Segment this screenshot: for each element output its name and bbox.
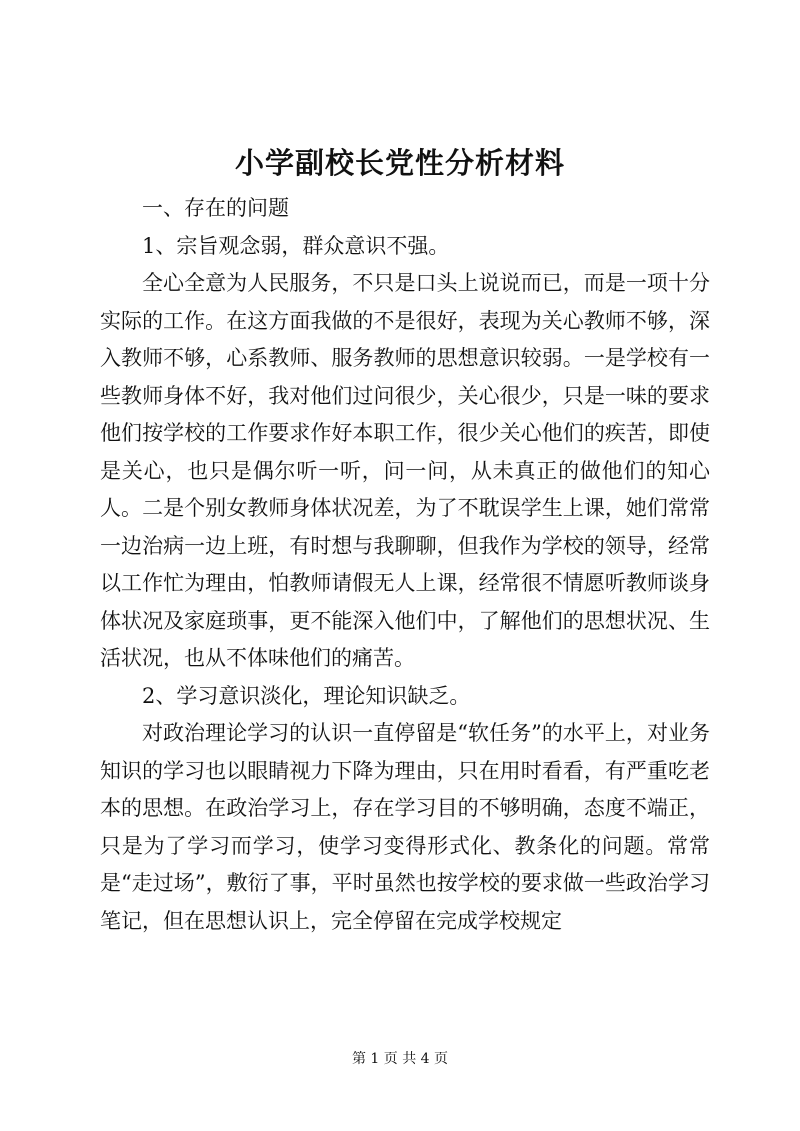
document-title: 小学副校长党性分析材料	[234, 146, 565, 180]
section-heading: 一、存在的问题	[142, 196, 289, 220]
subsection-heading: 2、学习意识淡化，理论知识缺乏。	[142, 683, 471, 708]
body-paragraph: 对政治理论学习的认识一直停留是“软任务”的水平上，对业务知识的学习也以眼睛视力下降为理由，只在用时看看，有严重吃老本的思想。在政治学习上，存在学习目的不够明确，态度不端正，只是为了学习而学习，使学习变得形式化、教条化的问题。常常是“走过场”，敷衍了事，平时虽然也按学校的要求做一些政治学习笔记，但在思想认识上，完全停留在完成学校规定	[100, 721, 710, 933]
document-body	[100, 190, 710, 940]
page-footer: 第 1 页 共 4 页	[351, 1051, 449, 1067]
subsection-heading: 1、宗旨观念弱，群众意识不强。	[142, 233, 450, 258]
body-paragraph: 全心全意为人民服务，不只是口头上说说而已，而是一项十分实际的工作。在这方面我做的不是很好，表现为关心教师不够，深入教师不够，心系教师、服务教师的思想意识较弱。一是学校有一些教师身体不好，我对他们过问很少，关心很少，只是一味的要求他们按学校的工作要求作好本职工作，很少关心他们的疾苦，即使是关心，也只是偶尔听一听，问一问，从未真正的做他们的知心人。二是个别女教师身体状况差，为了不耽误学生上课，她们常常一边治病一边上班，有时想与我聊聊，但我作为学校的领导，经常以工作忙为理由，怕教师请假无人上课，经常很不情愿听教师谈身体状况及家庭琐事，更不能深入他们中，了解他们的思想状况、生活状况，也从不体味他们的痛苦。	[100, 271, 710, 670]
